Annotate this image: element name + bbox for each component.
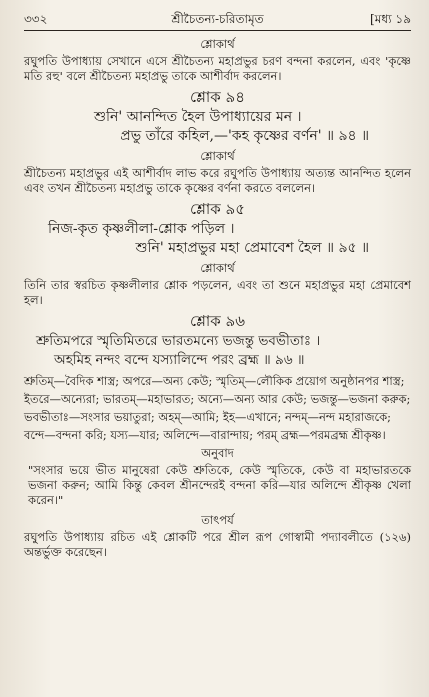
word-meaning-line-2: ইতরে—অন্যেরা; ভারতম্—মহাভারত; অন্যে—অন্য আর কেউ; ভজন্তু—ভজনা করুক; bbox=[24, 392, 411, 406]
word-meaning-line-3: ভবভীতাঃ—সংসার ভয়াতুরা; অহম্—আমি; ইহ—এখানে; নন্দম্—নন্দ মহারাজকে; bbox=[24, 410, 392, 424]
section-heading-1: শ্লোকার্থ bbox=[200, 37, 235, 51]
verse-94-line-1: শুনি' আনন্দিত হৈল উপাধ্যায়ের মন । bbox=[94, 109, 302, 125]
purport-text: রঘুপতি উপাধ্যায় রচিত এই শ্লোকটি পরে শ্রীল রূপ গোস্বামী পদ্যাবলীতে (১২৬) অন্তর্ভুক্ত করেছেন। bbox=[24, 530, 411, 559]
page-number: ৩৩২ bbox=[24, 12, 48, 26]
purport-heading: তাৎপর্য bbox=[201, 513, 234, 527]
paragraph-3: তিনি তার স্বরচিত কৃষ্ণলীলার শ্লোক পড়লেন, এবং তা শুনে মহাপ্রভুর মহা প্রেমাবেশ হল। bbox=[24, 278, 411, 307]
chapter-marker: [মধ্য ১৯ bbox=[370, 12, 411, 26]
verse-95-heading: শ্লোক ৯৫ bbox=[190, 200, 245, 218]
verse-94-line-2: প্রভু তাঁরে কহিল,—'কহ কৃষ্ণের বর্ণন' ॥ ৯৪ ॥ bbox=[120, 128, 369, 144]
translation-heading: অনুবাদ bbox=[201, 446, 234, 460]
verse-96-heading: শ্লোক ৯৬ bbox=[190, 312, 245, 330]
section-heading-3: শ্লোকার্থ bbox=[200, 261, 235, 275]
verse-95-line-2: শুনি' মহাপ্রভুর মহা প্রেমাবেশ হৈল ॥ ৯৫ ॥ bbox=[135, 240, 369, 256]
page-header bbox=[24, 8, 411, 31]
verse-94-heading: শ্লোক ৯৪ bbox=[190, 88, 245, 106]
word-meaning-line-1: শ্রুতিম্—বৈদিক শাস্ত্র; অপরে—অন্য কেউ; স্মৃতিম্—লৌকিক প্রয়োগ অনুষ্ঠানপর শাস্ত্র; bbox=[24, 374, 405, 388]
verse-96-line-2: অহমিহ নন্দং বন্দে যস্যালিন্দে পরং ব্রহ্ম ॥ ৯৬ ॥ bbox=[54, 352, 305, 368]
word-meaning-line-4: বন্দে—বন্দনা করি; যস্য—যার; অলিন্দে—বারান্দায়; পরম্ ব্রহ্ম—পরমব্রহ্ম শ্রীকৃষ্ণ। bbox=[24, 428, 386, 442]
translation-text: "সংসার ভয়ে ভীত মানুষেরা কেউ শ্রুতিকে, কেউ স্মৃতিকে, কেউ বা মহাভারতকে ভজনা করুন; আমি কিন্তু কেবল শ্রীনন্দেরই বন্দনা করি—যার অলিন্দে শ্রীকৃষ্ণ খেলা করেন।" bbox=[28, 463, 411, 507]
verse-96-line-1: শ্রুতিমপরে স্মৃতিমিতরে ভারতমন্যে ভজন্তু ভবভীতাঃ । bbox=[36, 333, 321, 349]
verse-95-line-1: নিজ-কৃত কৃষ্ণলীলা-শ্লোক পড়িল । bbox=[48, 221, 235, 237]
paragraph-2: শ্রীচৈতন্য মহাপ্রভুর এই আশীর্বাদ লাভ করে রঘুপতি উপাধ্যায় অত্যন্ত আনন্দিত হলেন এবং তখন শ্রীচৈতন্য মহাপ্রভু তাকে কৃষ্ণের বর্ণনা করতে বললেন। bbox=[24, 166, 411, 195]
section-heading-2: শ্লোকার্থ bbox=[200, 149, 235, 163]
paragraph-1: রঘুপতি উপাধ্যায় সেখানে এসে শ্রীচৈতন্য মহাপ্রভুর চরণ বন্দনা করলেন, এবং 'কৃষ্ণে মতি রহু' বলে শ্রীচৈতন্য মহাপ্রভু তাকে আশীর্বাদ করলেন। bbox=[24, 54, 411, 83]
book-title: শ্রীচৈতন্য-চরিতামৃত bbox=[171, 12, 264, 26]
